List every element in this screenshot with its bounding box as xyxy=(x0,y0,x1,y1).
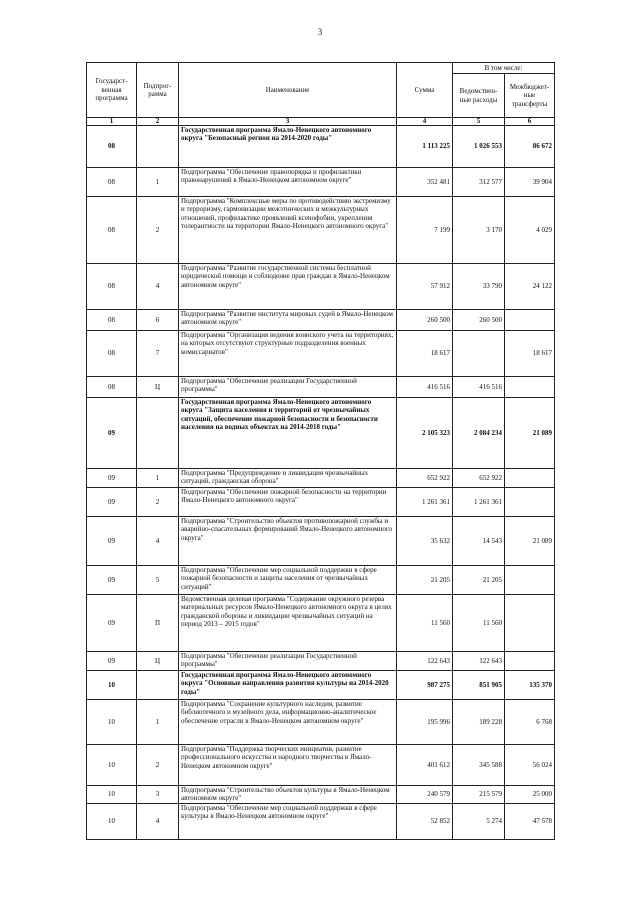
header-departmental: Ведомствен-ные расходы xyxy=(453,74,505,118)
subprogram-cell: 1 xyxy=(137,700,179,745)
transfers-cell: 39 904 xyxy=(505,168,555,197)
transfers-cell: 25 000 xyxy=(505,786,555,804)
departmental-cell: 851 905 xyxy=(453,671,505,700)
sum-cell: 57 912 xyxy=(397,264,453,310)
departmental-cell: 21 205 xyxy=(453,566,505,595)
name-cell: Подпрограмма "Поддержка творческих инициатив, развитие профессионального искусства и народного творчества в Ямало-Ненецком автономном округе" xyxy=(179,745,397,786)
sum-cell: 195 996 xyxy=(397,700,453,745)
header-including: В том числе: xyxy=(453,63,555,74)
subprogram-cell: 1 xyxy=(137,168,179,197)
sum-cell: 987 275 xyxy=(397,671,453,700)
sum-cell: 2 105 323 xyxy=(397,398,453,469)
subprogram-cell: 5 xyxy=(137,566,179,595)
subprogram-row xyxy=(87,803,555,839)
name-cell: Государственная программа Ямало-Ненецкого автономного округа "Защита населения и территорий от чрезвычайных ситуаций, обеспечение пожарной безопасности и безопасности населения на водных объектах на 2014-2018 годы" xyxy=(179,398,397,469)
program-cell: 09 xyxy=(87,652,137,671)
transfers-cell xyxy=(505,310,555,331)
name-cell: Подпрограмма "Организация ведения воинского учета на территориях, на которых отсутствуют структурные подразделения военных комиссариатов" xyxy=(179,331,397,377)
subprogram-cell: 4 xyxy=(137,517,179,566)
subprogram-row xyxy=(87,310,555,331)
program-row xyxy=(87,671,555,700)
subprogram-row xyxy=(87,264,555,310)
departmental-cell: 189 228 xyxy=(453,700,505,745)
transfers-cell: 18 617 xyxy=(505,331,555,377)
program-cell: 09 xyxy=(87,398,137,469)
departmental-cell: 2 084 234 xyxy=(453,398,505,469)
subprogram-cell xyxy=(137,126,179,168)
name-cell: Подпрограмма "Обеспечение пожарной безопасности на территории Ямало-Ненецкого автономного округа" xyxy=(179,488,397,517)
transfers-cell xyxy=(505,566,555,595)
subprogram-cell: Ц xyxy=(137,652,179,671)
departmental-cell: 122 643 xyxy=(453,652,505,671)
subprogram-cell: 2 xyxy=(137,488,179,517)
transfers-cell: 21 089 xyxy=(505,398,555,469)
subprogram-row xyxy=(87,517,555,566)
page-number: 3 xyxy=(317,27,323,37)
column-index-row xyxy=(87,118,555,126)
subprogram-row xyxy=(87,786,555,804)
sum-cell: 18 617 xyxy=(397,331,453,377)
column-index-cell: 2 xyxy=(137,118,179,126)
departmental-cell: 14 543 xyxy=(453,517,505,566)
transfers-cell xyxy=(505,377,555,398)
departmental-cell: 260 500 xyxy=(453,310,505,331)
name-cell: Государственная программа Ямало-Ненецкого автономного округа "Основные направления развития культуры на 2014-2020 годы" xyxy=(179,671,397,700)
table-body xyxy=(87,126,555,840)
header-name: Наименование xyxy=(179,63,397,118)
sum-cell: 1 113 225 xyxy=(397,126,453,168)
departmental-cell: 11 560 xyxy=(453,595,505,652)
header-sum: Сумма xyxy=(397,63,453,118)
departmental-cell: 5 274 xyxy=(453,803,505,839)
sum-cell: 652 922 xyxy=(397,469,453,488)
name-cell: Подпрограмма "Обеспечение мер социальной поддержки в сфере пожарной безопасности и защиты населения от чрезвычайных ситуаций" xyxy=(179,566,397,595)
transfers-cell: 4 029 xyxy=(505,197,555,264)
subprogram-row xyxy=(87,197,555,264)
program-cell: 08 xyxy=(87,126,137,168)
transfers-cell: 56 024 xyxy=(505,745,555,786)
transfers-cell: 135 370 xyxy=(505,671,555,700)
subprogram-cell: Ц xyxy=(137,377,179,398)
sum-cell: 260 500 xyxy=(397,310,453,331)
subprogram-cell: 2 xyxy=(137,197,179,264)
header-transfers: Межбюджет-ные трансферты xyxy=(505,74,555,118)
subprogram-row xyxy=(87,168,555,197)
program-cell: 08 xyxy=(87,197,137,264)
program-cell: 10 xyxy=(87,700,137,745)
subprogram-row xyxy=(87,488,555,517)
departmental-cell: 345 588 xyxy=(453,745,505,786)
program-cell: 10 xyxy=(87,786,137,804)
budget-table xyxy=(86,62,555,840)
subprogram-cell xyxy=(137,671,179,700)
subprogram-cell xyxy=(137,398,179,469)
subprogram-cell: 1 xyxy=(137,469,179,488)
transfers-cell: 47 578 xyxy=(505,803,555,839)
transfers-cell: 86 672 xyxy=(505,126,555,168)
name-cell: Подпрограмма "Предупреждение и ликвидация чрезвычайных ситуаций, гражданская оборона" xyxy=(179,469,397,488)
column-index-cell: 5 xyxy=(453,118,505,126)
column-index-cell: 6 xyxy=(505,118,555,126)
departmental-cell xyxy=(453,331,505,377)
sum-cell: 35 632 xyxy=(397,517,453,566)
sum-cell: 11 560 xyxy=(397,595,453,652)
subprogram-row xyxy=(87,700,555,745)
sum-cell: 52 852 xyxy=(397,803,453,839)
departmental-cell: 215 579 xyxy=(453,786,505,804)
name-cell: Подпрограмма "Сохранение культурного наследия, развитие библиотечного и музейного дела, информационно-аналитическое обеспечение отрасли в Ямало-Ненецком автономном округе" xyxy=(179,700,397,745)
program-cell: 08 xyxy=(87,168,137,197)
sum-cell: 21 205 xyxy=(397,566,453,595)
subprogram-cell: 4 xyxy=(137,803,179,839)
sum-cell: 401 612 xyxy=(397,745,453,786)
departmental-cell: 1 261 361 xyxy=(453,488,505,517)
column-index-cell: 1 xyxy=(87,118,137,126)
subprogram-row xyxy=(87,566,555,595)
subprogram-cell: 7 xyxy=(137,331,179,377)
name-cell: Подпрограмма "Обеспечение мер социальной поддержки в сфере культуры в Ямало-Ненецком автономном округе" xyxy=(179,803,397,839)
subprogram-row xyxy=(87,377,555,398)
departmental-cell: 652 922 xyxy=(453,469,505,488)
subprogram-row xyxy=(87,469,555,488)
departmental-cell: 1 026 553 xyxy=(453,126,505,168)
transfers-cell: 6 768 xyxy=(505,700,555,745)
name-cell: Подпрограмма "Развитие государственной системы бесплатной юридической помощи и соблюдение прав граждан в Ямало-Ненецком автономном округе" xyxy=(179,264,397,310)
sum-cell: 122 643 xyxy=(397,652,453,671)
subprogram-cell: 6 xyxy=(137,310,179,331)
program-cell: 08 xyxy=(87,264,137,310)
program-cell: 10 xyxy=(87,745,137,786)
name-cell: Подпрограмма "Комплексные меры по противодействию экстремизму и терроризму, гармонизации межэтнических и межкультурных отношений, профилактике проявлений ксенофобии, укрепления толерантности на территории Ямало-Ненецкого автономного округа" xyxy=(179,197,397,264)
transfers-cell: 24 122 xyxy=(505,264,555,310)
departmental-cell: 312 577 xyxy=(453,168,505,197)
header-subprogram: Подпрог-рамма xyxy=(137,63,179,118)
program-cell: 08 xyxy=(87,331,137,377)
name-cell: Подпрограмма "Обеспечение правопорядка и профилактики правонарушений в Ямало-Ненецком автономном округе" xyxy=(179,168,397,197)
subprogram-row xyxy=(87,652,555,671)
sum-cell: 7 199 xyxy=(397,197,453,264)
name-cell: Подпрограмма "Строительство объектов противопожарной службы и аварийно-спасательных формирований Ямало-Ненецкого автономного округа" xyxy=(179,517,397,566)
transfers-cell xyxy=(505,595,555,652)
subprogram-cell: П xyxy=(137,595,179,652)
program-cell: 09 xyxy=(87,488,137,517)
name-cell: Подпрограмма "Развитие института мировых судей в Ямало-Ненецком автономном округе" xyxy=(179,310,397,331)
departmental-cell: 416 516 xyxy=(453,377,505,398)
sum-cell: 1 261 361 xyxy=(397,488,453,517)
program-cell: 08 xyxy=(87,310,137,331)
header-program: Государст-венная программа xyxy=(87,63,137,118)
subprogram-row xyxy=(87,595,555,652)
name-cell: Подпрограмма "Обеспечение реализации Государственной программы" xyxy=(179,377,397,398)
subprogram-row xyxy=(87,745,555,786)
sum-cell: 240 579 xyxy=(397,786,453,804)
column-index-cell: 4 xyxy=(397,118,453,126)
program-cell: 09 xyxy=(87,566,137,595)
program-cell: 09 xyxy=(87,595,137,652)
departmental-cell: 33 790 xyxy=(453,264,505,310)
sum-cell: 352 481 xyxy=(397,168,453,197)
program-row xyxy=(87,126,555,168)
name-cell: Государственная программа Ямало-Ненецкого автономного округа "Безопасный регион на 2014-2020 годы" xyxy=(179,126,397,168)
name-cell: Ведомственная целевая программа "Содержание окружного резерва материальных ресурсов Ямало-Ненецкого автономного округа в целях гражданской обороны и ликвидации чрезвычайных ситуаций на период 2013 – 2015 годов" xyxy=(179,595,397,652)
subprogram-cell: 3 xyxy=(137,786,179,804)
transfers-cell: 21 089 xyxy=(505,517,555,566)
sum-cell: 416 516 xyxy=(397,377,453,398)
transfers-cell xyxy=(505,469,555,488)
program-cell: 08 xyxy=(87,377,137,398)
program-cell: 09 xyxy=(87,517,137,566)
subprogram-row xyxy=(87,331,555,377)
subprogram-cell: 4 xyxy=(137,264,179,310)
program-cell: 10 xyxy=(87,803,137,839)
departmental-cell: 3 170 xyxy=(453,197,505,264)
program-row xyxy=(87,398,555,469)
name-cell: Подпрограмма "Строительство объектов культуры в Ямало-Ненецком автономном округе" xyxy=(179,786,397,804)
transfers-cell xyxy=(505,652,555,671)
transfers-cell xyxy=(505,488,555,517)
name-cell: Подпрограмма "Обеспечение реализации Государственной программы" xyxy=(179,652,397,671)
program-cell: 10 xyxy=(87,671,137,700)
column-index-cell: 3 xyxy=(179,118,397,126)
subprogram-cell: 2 xyxy=(137,745,179,786)
program-cell: 09 xyxy=(87,469,137,488)
